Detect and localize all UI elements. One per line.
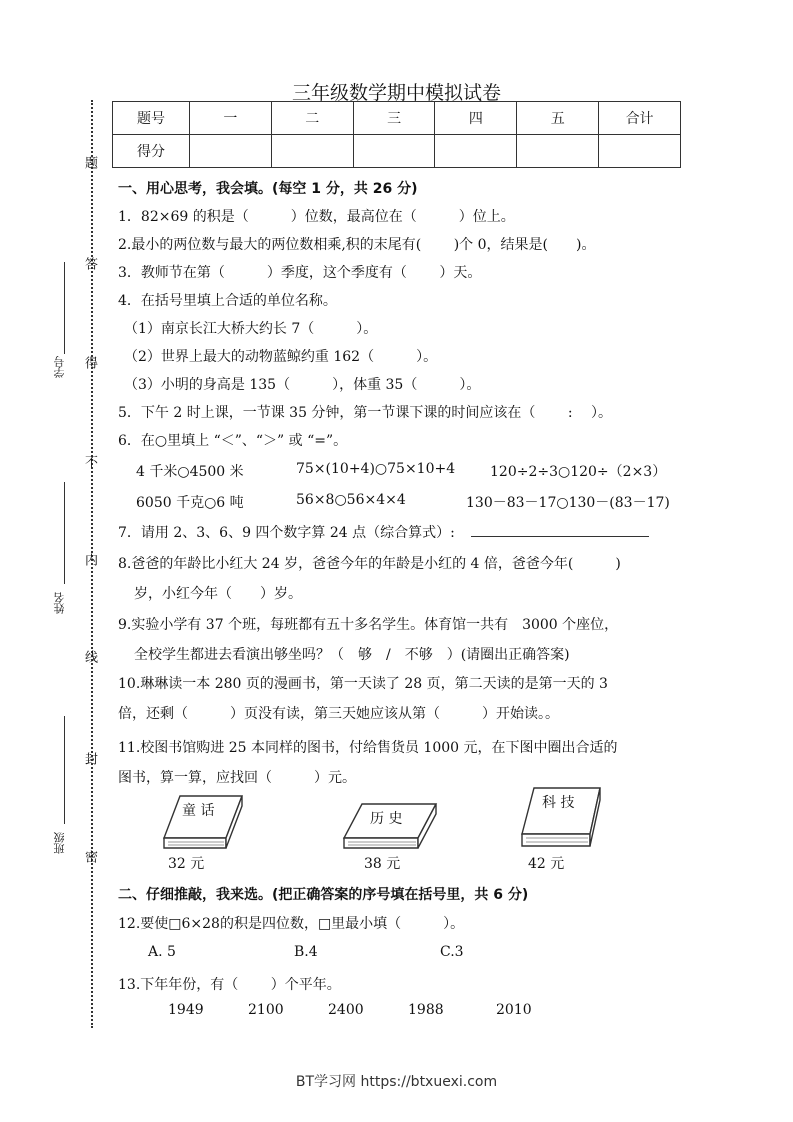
binding-char: 内 [82,553,97,566]
comparison-item: 6050 千克○6 吨 [136,495,244,511]
binding-char: 题 [82,156,97,169]
comparison-item: 75×(10+4)○75×10+4 [296,461,456,477]
book-price: 32 元 [168,856,205,872]
year-item: 1949 [168,1002,204,1018]
question-8-line2: 岁，小红今年（ ）岁。 [134,586,302,602]
comparison-item: 120÷2÷3○120÷（2×3） [490,464,667,480]
year-item: 2100 [248,1002,284,1018]
section2-heading: 二、仔细推敲，我来选。(把正确答案的序号填在括号里，共 6 分) [118,887,529,903]
score-cell[interactable] [599,135,681,168]
year-item: 1988 [408,1002,444,1018]
score-table-header-cell: 一 [190,102,272,135]
binding-char: 答 [82,257,97,270]
question-9-line1: 9.实验小学有 37 个班，每班都有五十多名学生。体育馆一共有 3000 个座位， [118,617,619,633]
score-cell[interactable] [271,135,353,168]
student-number-line[interactable] [64,262,65,354]
name-line[interactable] [64,482,65,584]
score-table-header-cell: 五 [517,102,599,135]
score-table-header-row [113,102,681,135]
question-6: 6．在○里填上 “＜”、“＞” 或 “=”。 [118,433,348,449]
question-4: 4．在括号里填上合适的单位名称。 [118,293,337,309]
book-title: 童 话 [182,803,215,819]
question-3: 3．教师节在第（ ）季度，这个季度有（ ）天。 [118,265,482,281]
exam-title: 三年级数学期中模拟试卷 [291,82,501,104]
question-7 [118,522,649,542]
binding-char: 封 [82,752,97,765]
score-table-header-cell: 三 [353,102,435,135]
score-table-header-cell: 四 [435,102,517,135]
year-item: 2010 [496,1002,532,1018]
binding-char: 密 [82,850,97,863]
book-history[interactable] [342,802,438,854]
question-12: 12.要使□6×28的积是四位数，□里最小填（ ）。 [118,916,465,932]
score-table-score-row [113,135,681,168]
score-cell[interactable] [353,135,435,168]
binding-char: 得 [82,356,97,369]
question-5: 5．下午 2 时上课，一节课 35 分钟，第一节课下课的时间应该在（ : ）。 [118,405,613,421]
score-row-label: 得分 [113,135,190,168]
comparison-item: 56×8○56×4×4 [296,492,406,508]
book-price: 38 元 [364,856,401,872]
binding-char: 线 [82,650,97,663]
answer-line[interactable] [471,522,649,537]
question-2: 2.最小的两位数与最大的两位数相乘,积的末尾有( )个 0，结果是( )。 [118,237,596,253]
comparison-item: 130－83－17○130－(83－17) [466,495,670,511]
footer-watermark: BT学习网 https://btxuexi.com [295,1074,498,1090]
score-cell[interactable] [190,135,272,168]
question-8-line1: 8.爸爸的年龄比小红大 24 岁，爸爸今年的年龄是小红的 4 倍，爸爸今年( ) [118,556,621,572]
book-title: 科 技 [542,795,575,811]
comparison-item: 4 千米○4500 米 [136,464,244,480]
year-item: 2400 [328,1002,364,1018]
question-4-1: （1）南京长江大桥大约长 7（ ）。 [124,321,378,337]
section1-heading: 一、用心思考，我会填。(每空 1 分，共 26 分) [118,181,418,197]
question-1: 1．82×69 的积是（ ）位数，最高位在（ ）位上。 [118,209,515,225]
book-fairy-tale[interactable] [160,794,244,854]
binding-char: 不 [82,455,97,468]
student-number-label: 学号 [53,356,66,378]
class-line[interactable] [64,716,65,824]
score-table-header-cell: 合计 [599,102,681,135]
question-10-line1: 10.琳琳读一本 280 页的漫画书，第一天读了 28 页，第二天读的是第一天的 3 [118,676,608,692]
name-label: 姓名 [53,592,66,614]
question-7-text: 7．请用 2、3、6、9 四个数字算 24 点（综合算式）: [118,525,455,541]
question-9-line2: 全校学生都进去看演出够坐吗？（ 够 / 不够 ）(请圈出正确答案) [134,647,570,663]
book-science[interactable] [520,786,602,852]
question-11-line1: 11.校图书馆购进 25 本同样的图书，付给售货员 1000 元，在下图中圈出合适的 [118,740,618,756]
book-price: 42 元 [528,856,565,872]
option-a[interactable]: A. 5 [148,944,176,960]
score-table-header-cell: 题号 [113,102,190,135]
question-4-2: （2）世界上最大的动物蓝鲸约重 162（ ）。 [124,349,438,365]
question-13: 13.下年年份，有（ ）个平年。 [118,977,341,993]
option-b[interactable]: B.4 [294,944,318,960]
question-10-line2: 倍，还剩（ ）页没有读，第三天她应该从第（ ）开始读。。 [118,706,559,722]
score-cell[interactable] [435,135,517,168]
question-4-3: （3）小明的身高是 135（ ），体重 35（ ）。 [124,377,481,393]
class-label: 班级 [53,832,66,854]
score-table [112,101,681,168]
score-table-header-cell: 二 [271,102,353,135]
score-cell[interactable] [517,135,599,168]
book-title: 历 史 [370,811,403,827]
question-11-line2: 图书，算一算，应找回（ ）元。 [118,770,356,786]
option-c[interactable]: C.3 [440,944,464,960]
